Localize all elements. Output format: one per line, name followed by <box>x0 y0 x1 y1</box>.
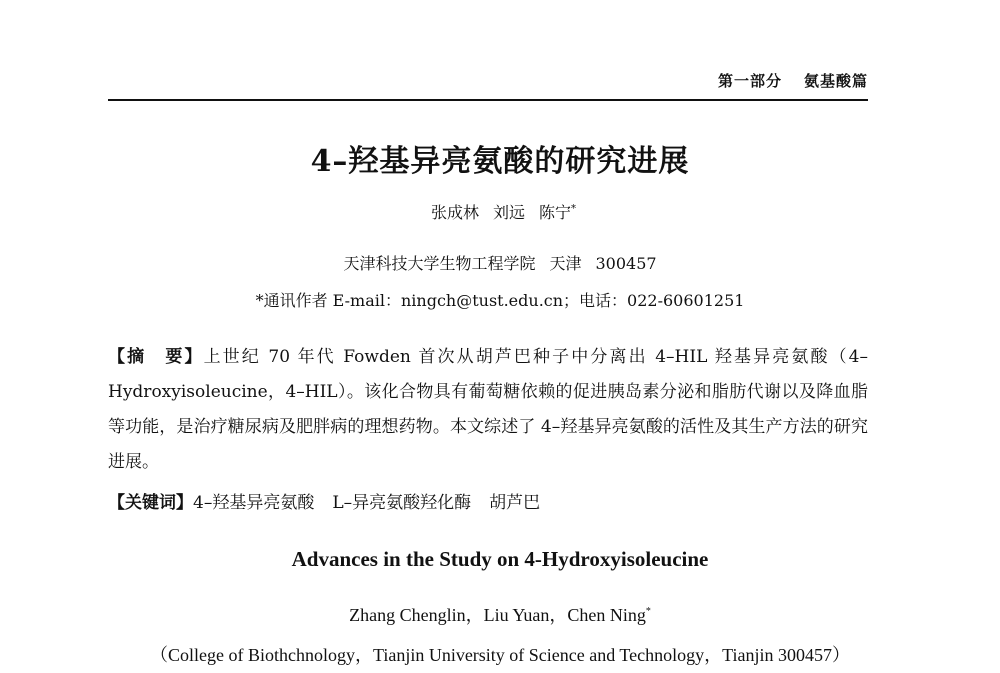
keyword: 胡芦巴 <box>489 493 541 513</box>
english-authors: Zhang Chenglin，Liu Yuan，Chen Ning* <box>349 605 651 625</box>
corresponding-mark: * <box>571 203 577 215</box>
header-part: 第一部分 <box>717 72 782 90</box>
english-affiliation: （College of Biothchnology，Tianjin University of Science and Technology，Tianjin 300457） <box>149 645 851 665</box>
running-header <box>718 70 868 91</box>
corresponding-mark: * <box>645 606 651 617</box>
affiliation <box>0 251 1000 274</box>
abstract-text: 上世纪 70 年代 Fowden 首次从胡芦巴种子中分离出 4–HIL 羟基异亮氨酸（4–Hydroxyisoleucine，4–HIL）。该化合物具有葡萄糖依赖的促进胰岛素分泌和脂肪代谢以及降血脂等功能，是治疗糖尿病及肥胖病的理想药物。本文综述了 4–羟基异亮氨酸的活性及其生产方法的研究进展。 <box>108 347 868 472</box>
english-title: Advances in the Study on 4-Hydroxyisoleucine <box>291 547 709 571</box>
abstract-label: 【摘 要】 <box>108 347 204 367</box>
affiliation-institute: 天津科技大学生物工程学院 <box>343 254 536 273</box>
header-section: 氨基酸篇 <box>803 72 868 90</box>
keyword: 4–羟基异亮氨酸 <box>193 493 315 513</box>
author-name: 陈宁* <box>539 203 577 222</box>
keywords-label: 【关键词】 <box>108 493 193 513</box>
author-name: 刘远 <box>492 203 525 222</box>
abstract <box>108 340 868 480</box>
author-name: 张成林 <box>430 203 479 222</box>
affiliation-postcode: 300457 <box>595 254 657 273</box>
keywords <box>108 488 868 513</box>
paper-title: 4–羟基异亮氨酸的研究进展 <box>310 144 690 179</box>
contact-info: *通讯作者 E-mail：ningch@tust.edu.cn；电话：022-60601251 <box>255 291 745 310</box>
author-list <box>0 200 1000 223</box>
keyword: L–异亮氨酸羟化酶 <box>332 493 472 513</box>
header-rule <box>108 99 868 101</box>
affiliation-city: 天津 <box>549 254 582 273</box>
